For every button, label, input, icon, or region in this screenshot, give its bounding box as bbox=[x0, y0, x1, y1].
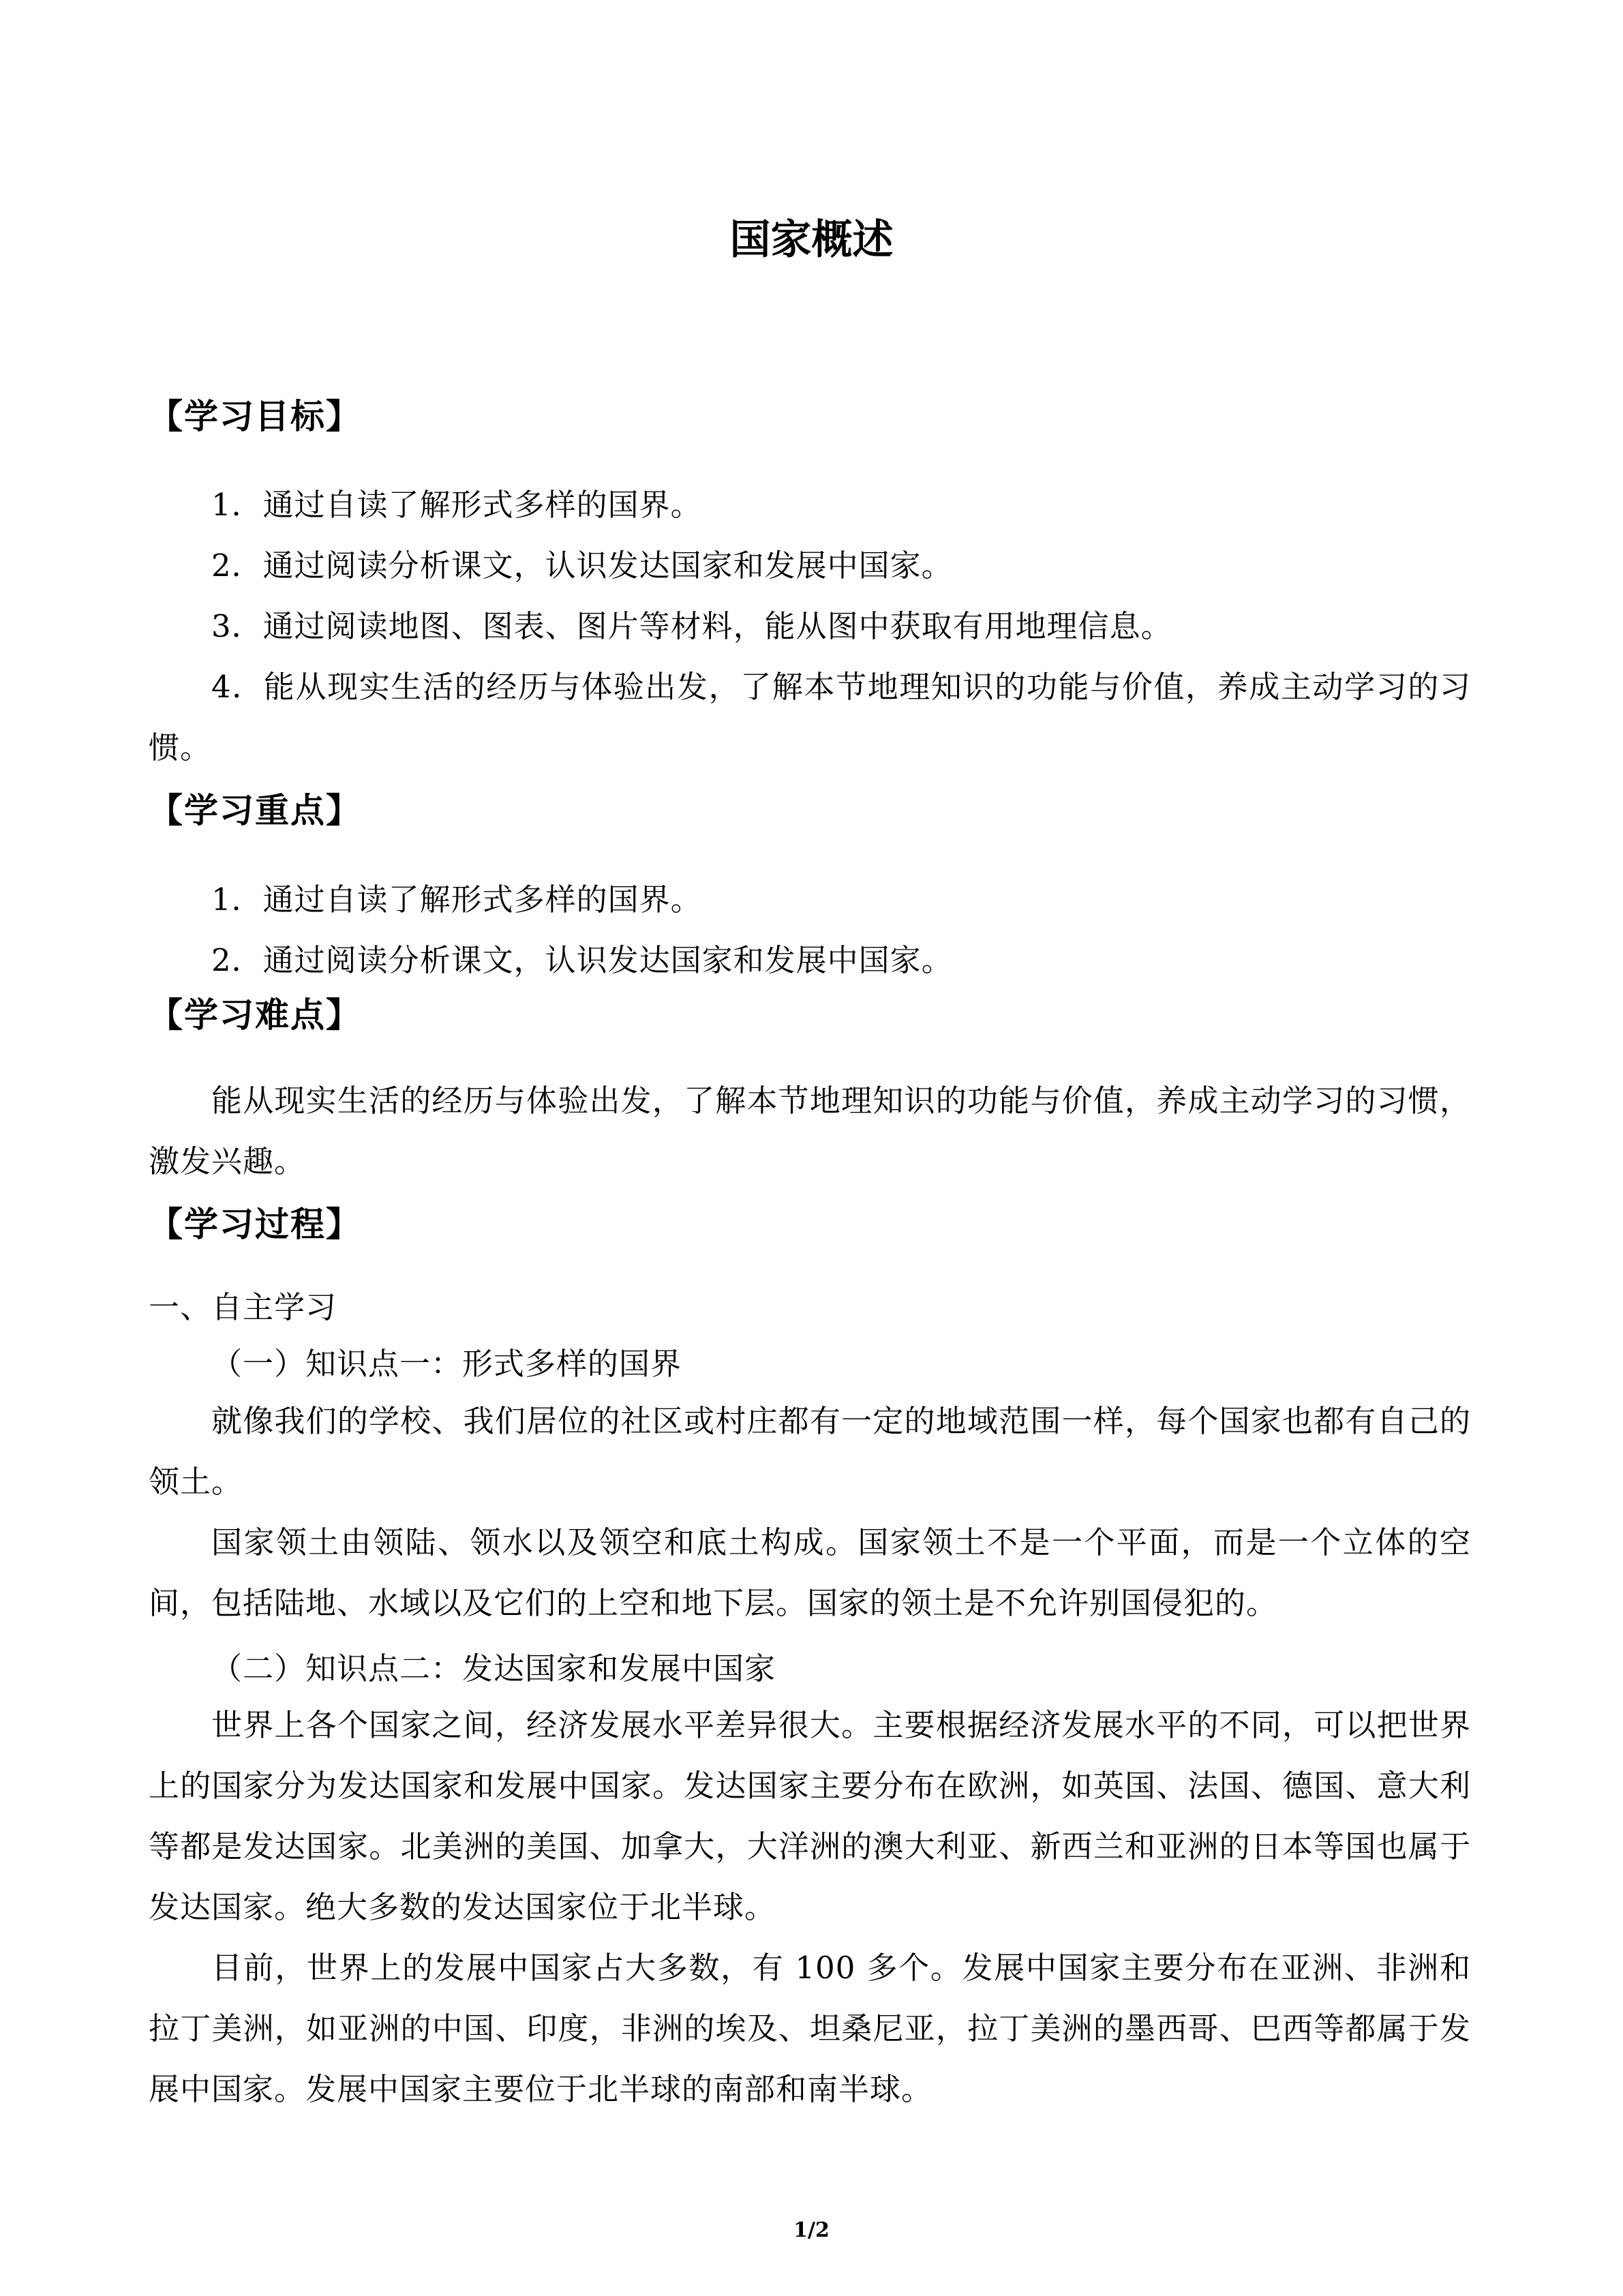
objective-item: 2．通过阅读分析课文，认识发达国家和发展中国家。 bbox=[211, 547, 953, 584]
knowledge-point-title: （二）知识点二：发达国家和发展中国家 bbox=[211, 1650, 776, 1687]
paragraph: 目前，世界上的发展中国家占大多数，有 100 多个。发展中国家主要分布在亚洲、非洲和拉丁美洲，如亚洲的中国、印度，非洲的埃及、坦桑尼亚，拉丁美洲的墨西哥、巴西等都属于发展中国家。发展中国家主要位于北半球的南部和南半球。 bbox=[149, 1950, 1471, 2107]
key-point-item: 2．通过阅读分析课文，认识发达国家和发展中国家。 bbox=[211, 942, 953, 978]
difficulty-text: 能从现实生活的经历与体验出发，了解本节地理知识的功能与价值，养成主动学习的习惯，激发兴趣。 bbox=[149, 1083, 1471, 1179]
heading-difficulties: 【学习难点】 bbox=[149, 995, 361, 1035]
heading-objectives: 【学习目标】 bbox=[149, 397, 361, 436]
page-number: 1/2 bbox=[793, 2218, 830, 2242]
paragraph: 就像我们的学校、我们居位的社区或村庄都有一定的地域范围一样，每个国家也都有自己的领土。 bbox=[149, 1403, 1471, 1500]
paragraph: 世界上各个国家之间，经济发展水平差异很大。主要根据经济发展水平的不同，可以把世界上的国家分为发达国家和发展中国家。发达国家主要分布在欧洲，如英国、法国、德国、意大利等都是发达国家。北美洲的美国、加拿大，大洋洲的澳大利亚、新西兰和亚洲的日本等国也属于发达国家。绝大多数的发达国家位于北半球。 bbox=[149, 1707, 1471, 1925]
objective-item: 4．能从现实生活的经历与体验出发，了解本节地理知识的功能与价值，养成主动学习的习惯。 bbox=[149, 669, 1471, 766]
paragraph: 国家领土由领陆、领水以及领空和底土构成。国家领土不是一个平面，而是一个立体的空间，包括陆地、水域以及它们的上空和地下层。国家的领土是不允许别国侵犯的。 bbox=[149, 1524, 1471, 1621]
heading-key-points: 【学习重点】 bbox=[149, 791, 361, 830]
objective-item: 1．通过自读了解形式多样的国界。 bbox=[211, 487, 702, 523]
heading-process: 【学习过程】 bbox=[149, 1205, 361, 1244]
part-title: 一、自主学习 bbox=[149, 1289, 337, 1325]
key-point-item: 1．通过自读了解形式多样的国界。 bbox=[211, 881, 702, 918]
objective-item: 3．通过阅读地图、图表、图片等材料，能从图中获取有用地理信息。 bbox=[211, 608, 1172, 644]
knowledge-point-title: （一）知识点一：形式多样的国界 bbox=[211, 1346, 682, 1382]
page-title: 国家概述 bbox=[729, 216, 894, 264]
